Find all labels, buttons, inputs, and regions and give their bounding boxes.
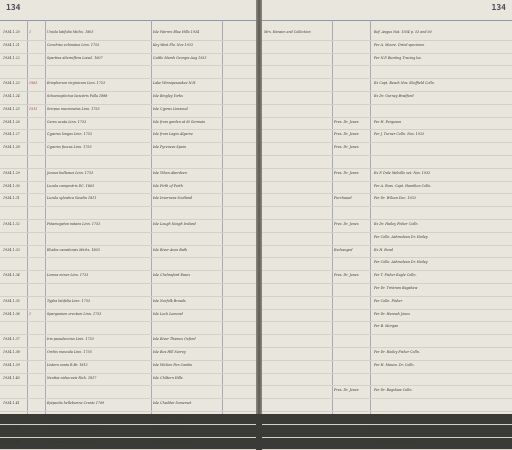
register-number-cell: 1934.1.23 (3, 80, 27, 86)
species-name-cell: Scirpus mucronatus Linn. 1753 (47, 106, 149, 112)
table-row (262, 361, 512, 374)
register-number-cell: 1934.1.30 (3, 183, 27, 189)
species-name-cell: Eriophorum virginicum Linn. 1753 (47, 80, 149, 86)
table-row (262, 54, 512, 67)
table-row (0, 246, 256, 259)
locality-cell: Isle Cyprus Limassol (153, 106, 219, 112)
table-row (262, 284, 512, 297)
specimen-count-cell: 1 (29, 29, 44, 35)
species-name-cell: Cenchrus echinatus Linn. 1753 (47, 42, 149, 48)
table-row (0, 66, 256, 79)
species-name-cell: Carex acuta Linn. 1753 (47, 119, 149, 125)
right-page (262, 0, 512, 414)
remarks-cell: Per F. Robinson (374, 426, 508, 432)
table-row (0, 233, 256, 246)
register-number-cell: 1934.1.32 (3, 221, 27, 227)
table-row (262, 258, 512, 271)
register-number-cell: 1934.1.44 (3, 439, 27, 445)
remarks-cell: Per Colln. Ashmolean Dr. Hailey (374, 259, 508, 265)
species-name-cell: Neottia nidus-avis Rich. 1817 (47, 375, 149, 381)
table-row (0, 194, 256, 207)
remarks-cell: Per Dr. Wilson Dec. 1933 (374, 195, 508, 201)
register-number-cell: 1934.1.33 (3, 247, 27, 253)
locality-cell: Lake Winnipesaukee N.H. (153, 80, 219, 86)
species-name-cell: Luzula campestris DC. 1805 (47, 183, 149, 189)
locality-cell: Isle Chiltern Hills (153, 375, 219, 381)
remarks-cell: Per T. Fisher Eagle Colln. (374, 272, 508, 278)
species-name-cell: Platanthera bifolia Rich. 1817 (47, 439, 149, 445)
locality-cell: Isle River Thames Oxford (153, 336, 219, 342)
register-number-cell: 1934.1.37 (3, 336, 27, 342)
remarks-cell: Ex Capt. Beach Nov. Sheffield Colln. (374, 80, 508, 86)
species-name-cell: Lemna minor Linn. 1753 (47, 272, 149, 278)
species-name-cell: Sparganium erectum Linn. 1753 (47, 311, 149, 317)
table-row (262, 412, 512, 425)
table-row (262, 374, 512, 387)
table-row (0, 284, 256, 297)
header-rule (0, 20, 256, 21)
register-number-cell: 1934.1.40 (3, 375, 27, 381)
remarks-cell: Per J. Turner Colln. Nov. 1933 (374, 131, 508, 137)
register-number-cell: 1934.1.41 (3, 400, 27, 406)
table-row (0, 182, 256, 195)
table-row (0, 271, 256, 284)
remarks-cell: Per N.P. Bunting Tracing loc. (374, 55, 508, 61)
locality-cell: Isle Firth of Forth (153, 183, 219, 189)
locality-cell: Isle Malham Yorks (153, 426, 219, 432)
remarks-cell: Per Dr. Hailey Fisher Colln. (374, 439, 508, 445)
register-number-cell: 1934.1.36 (3, 311, 27, 317)
table-row (262, 169, 512, 182)
register-number-cell: 1934.1.38 (3, 349, 27, 355)
table-row (262, 386, 512, 399)
table-row (0, 258, 256, 271)
table-row (262, 348, 512, 361)
locality-cell: Isle Wicken Fen Cambs (153, 362, 219, 368)
remarks-cell: Ex Dr. Hailey Fisher Colln. (374, 221, 508, 227)
table-row (0, 41, 256, 54)
table-row (0, 412, 256, 425)
table-row (262, 335, 512, 348)
locality-cell: Isle Cheddar Somerset (153, 400, 219, 406)
acquisition-cell: Purchased (334, 195, 368, 201)
register-number-cell: 1934.1.31 (3, 195, 27, 201)
acquisition-cell: Pres. Dr. Jones (334, 119, 368, 125)
table-row (262, 207, 512, 220)
acquisition-cell: Pres. Dr. Jones (334, 221, 368, 227)
table-row (0, 118, 256, 131)
acquisition-cell: Pres. Dr. Jones (334, 170, 368, 176)
remarks-cell: Per Dr. Hannah Jones (374, 311, 508, 317)
species-name-cell: Juncus bulbosus Linn. 1753 (47, 170, 149, 176)
table-row (0, 438, 256, 450)
table-row (0, 143, 256, 156)
species-name-cell: Uniola latifolia Michx. 1803 (47, 29, 149, 35)
register-number-cell: 1934.1.43 (3, 426, 27, 432)
species-name-cell: Spartina alterniflora Loisel. 1807 (47, 55, 149, 61)
species-name-cell: Elodea canadensis Michx. 1803 (47, 247, 149, 253)
register-number-cell: 1934.1.25 (3, 106, 27, 112)
remarks-cell: Ex Dr. Gurney Bradford (374, 93, 508, 99)
locality-cell: Isle Teesdale Durham (153, 439, 219, 445)
specimen-count-cell: 1913 (29, 106, 44, 112)
table-row (0, 130, 256, 143)
table-row (262, 79, 512, 92)
specimen-count-cell: 1963 (29, 80, 44, 86)
table-row (262, 438, 512, 450)
table-row (262, 92, 512, 105)
table-row (0, 207, 256, 220)
locality-cell: Isle Bingley Yorks (153, 93, 219, 99)
left-page-number: 134 (6, 3, 20, 12)
table-row (262, 28, 512, 41)
table-row (0, 335, 256, 348)
remarks-cell: Per A. Moore. Dried specimen (374, 42, 508, 48)
table-row (0, 297, 256, 310)
remarks-cell: Per Dr. Tristram Bagshaw (374, 285, 508, 291)
table-row (262, 246, 512, 259)
species-name-cell: Iris pseudacorus Linn. 1753 (47, 336, 149, 342)
species-name-cell: Listera ovata R.Br. 1813 (47, 362, 149, 368)
species-name-cell: Ophrys apifera Huds. 1762 (47, 413, 149, 419)
locality-cell: Key West Fla. Nov 1933 (153, 42, 219, 48)
table-row (262, 66, 512, 79)
locality-cell: Isle from garden at St Germain (153, 119, 219, 125)
right-page-number: 134 (492, 3, 506, 12)
register-number-cell: 1934.1.26 (3, 119, 27, 125)
table-row (262, 105, 512, 118)
acquisition-cell: Pres. Dr. Jones (334, 387, 368, 393)
remarks-cell: Ex H. Bond (374, 247, 508, 253)
table-row (0, 92, 256, 105)
register-number-cell: 1934.1.24 (3, 93, 27, 99)
locality-cell: Isle Pyrenees Spain (153, 144, 219, 150)
table-row (262, 310, 512, 323)
species-name-cell: Luzula sylvatica Gaudin 1811 (47, 195, 149, 201)
table-row (0, 156, 256, 169)
locality-cell: Isle Loch Lomond (153, 311, 219, 317)
register-number-cell: 1934.1.27 (3, 131, 27, 137)
species-name-cell: Potamogeton natans Linn. 1753 (47, 221, 149, 227)
register-number-cell: 1934.1.28 (3, 144, 27, 150)
species-name-cell: Cyperus fuscus Linn. 1753 (47, 144, 149, 150)
register-number-cell: 1934.1.35 (3, 298, 27, 304)
locality-cell: Isle Chelmsford Essex (153, 272, 219, 278)
locality-cell: Isle Lough Neagh Ireland (153, 221, 219, 227)
species-name-cell: Cyperus longus Linn. 1753 (47, 131, 149, 137)
table-row (262, 271, 512, 284)
table-row (262, 41, 512, 54)
remarks-cell: Per A. Ross. Capt. Hamilton Colln. (374, 183, 508, 189)
table-row (262, 182, 512, 195)
remarks-cell: Per Dr. Hailey Fisher Colln. (374, 349, 508, 355)
register-number-cell: 1934.1.42 (3, 413, 27, 419)
species-name-cell: Schoenoplectus lacustris Palla 1888 (47, 93, 149, 99)
remarks-cell: Per H. Ferguson (374, 119, 508, 125)
table-row (0, 105, 256, 118)
table-row (262, 425, 512, 438)
table-row (262, 156, 512, 169)
acquisition-cell: Pres. Dr. Jones (334, 144, 368, 150)
collector-cell: Mrs. Hansen and Collection (264, 29, 330, 35)
table-row (262, 130, 512, 143)
table-row (0, 322, 256, 335)
locality-cell: Isle Norfolk Broads (153, 298, 219, 304)
table-row (0, 386, 256, 399)
remarks-cell: Per H. Mason. Dr. Colln. (374, 362, 508, 368)
locality-cell: Isle Dover Cliffs Kent (153, 413, 219, 419)
remarks-cell: Per M. Green Dr. Colln. (374, 413, 508, 419)
specimen-count-cell: 1 (29, 311, 44, 317)
table-row (0, 374, 256, 387)
table-row (262, 118, 512, 131)
table-row (262, 143, 512, 156)
remarks-cell: Per Dr. Bagshaw Colln. (374, 387, 508, 393)
remarks-cell: Per Colln. Fisher (374, 298, 508, 304)
table-row (0, 310, 256, 323)
table-row (0, 28, 256, 41)
species-name-cell: Typha latifolia Linn. 1753 (47, 298, 149, 304)
species-name-cell: Gymnadenia conopsea R.Br. 1813 (47, 426, 149, 432)
remarks-cell: Ex F. Dale Melville set. Nov. 1933 (374, 170, 508, 176)
table-row (262, 322, 512, 335)
table-row (0, 348, 256, 361)
locality-cell: Isle Warren Blue Hills 1934 (153, 29, 219, 35)
table-row (262, 233, 512, 246)
register-number-cell: 1934.1.20 (3, 29, 27, 35)
table-row (0, 54, 256, 67)
acquisition-cell: Exchanged (334, 247, 368, 253)
species-name-cell: Epipactis helleborine Crantz 1769 (47, 400, 149, 406)
table-row (262, 220, 512, 233)
species-name-cell: Orchis mascula Linn. 1755 (47, 349, 149, 355)
remarks-cell: Per B. Morgan (374, 323, 508, 329)
table-row (262, 399, 512, 412)
locality-cell: Cuttle Marsh Georgia Aug 1933 (153, 55, 219, 61)
register-number-cell: 1934.1.22 (3, 55, 27, 61)
table-row (0, 169, 256, 182)
left-register-table (0, 28, 256, 450)
register-number-cell: 1934.1.29 (3, 170, 27, 176)
acquisition-cell: Pres. Dr. Jones (334, 272, 368, 278)
register-number-cell: 1934.1.34 (3, 272, 27, 278)
register-number-cell: 1934.1.39 (3, 362, 27, 368)
acquisition-cell: Pres. Dr. Jones (334, 131, 368, 137)
register-number-cell: 1934.1.21 (3, 42, 27, 48)
table-row (0, 399, 256, 412)
right-register-table (262, 28, 512, 450)
locality-cell: Isle River Avon Bath (153, 247, 219, 253)
locality-cell: Isle Box Hill Surrey (153, 349, 219, 355)
header-rule (262, 20, 512, 21)
locality-cell: Isle Inverness Scotland (153, 195, 219, 201)
table-row (262, 194, 512, 207)
table-row (0, 79, 256, 92)
locality-cell: Isle from Lagos Algarve (153, 131, 219, 137)
table-row (262, 297, 512, 310)
remarks-cell: Ref. Angus Nat. 1934 p. 53 and 60 (374, 29, 508, 35)
table-row (0, 220, 256, 233)
table-row (0, 361, 256, 374)
remarks-cell: Per Colln. Ashmolean Dr. Hailey (374, 234, 508, 240)
locality-cell: Isle Ythan Aberdeen (153, 170, 219, 176)
left-page (0, 0, 256, 414)
table-row (0, 425, 256, 438)
